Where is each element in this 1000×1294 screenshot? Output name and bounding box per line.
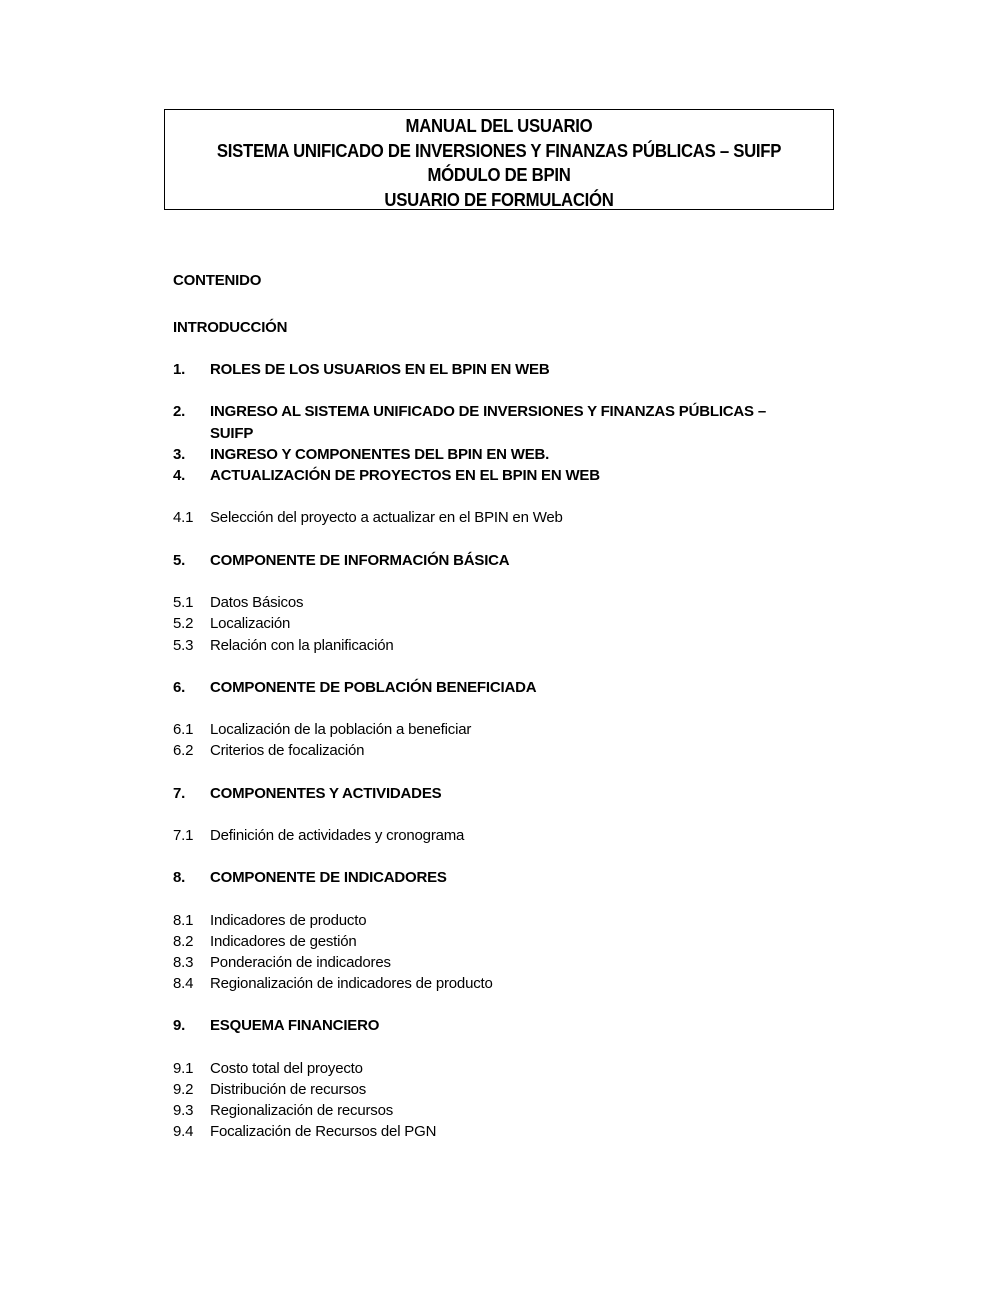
toc-title: INGRESO AL SISTEMA UNIFICADO DE INVERSIONES Y FINANZAS PÚBLICAS – SUIFP bbox=[210, 403, 766, 442]
toc-title: Costo total del proyecto bbox=[210, 1060, 363, 1077]
toc-title: Definición de actividades y cronograma bbox=[210, 827, 465, 844]
toc-number: 4. bbox=[173, 467, 186, 484]
toc-title: Focalización de Recursos del PGN bbox=[210, 1123, 437, 1140]
toc-title: Distribución de recursos bbox=[210, 1081, 367, 1098]
toc-number: 9. bbox=[173, 1017, 186, 1034]
title-system: SISTEMA UNIFICADO DE INVERSIONES Y FINANZAS PÚBLICAS – SUIFP bbox=[216, 140, 782, 161]
toc-number: 5. bbox=[173, 552, 186, 569]
document-title-box bbox=[164, 109, 834, 210]
toc-number: 6. bbox=[173, 679, 186, 696]
toc-number: 2. bbox=[173, 403, 186, 420]
toc-title: Indicadores de gestión bbox=[210, 933, 357, 950]
toc-title: Ponderación de indicadores bbox=[210, 954, 391, 971]
toc-title: Indicadores de producto bbox=[210, 912, 367, 929]
toc-title: Criterios de focalización bbox=[210, 742, 365, 759]
toc-number: 9.1 bbox=[173, 1060, 194, 1077]
toc-number: 8. bbox=[173, 869, 186, 886]
toc-number: 9.3 bbox=[173, 1102, 194, 1119]
toc-number: 7.1 bbox=[173, 827, 194, 844]
toc-title: Relación con la planificación bbox=[210, 637, 394, 654]
toc-title: COMPONENTE DE INFORMACIÓN BÁSICA bbox=[210, 552, 510, 569]
toc-number: 6.2 bbox=[173, 742, 194, 759]
title-manual: MANUAL DEL USUARIO bbox=[405, 116, 593, 136]
title-module: MÓDULO DE BPIN bbox=[427, 165, 571, 185]
toc-title: Localización bbox=[210, 615, 291, 632]
toc-title: ESQUEMA FINANCIERO bbox=[210, 1017, 380, 1034]
toc-title: Datos Básicos bbox=[210, 594, 304, 611]
title-user: USUARIO DE FORMULACIÓN bbox=[384, 189, 614, 210]
toc-number: 8.2 bbox=[173, 933, 194, 950]
toc-title: Localización de la población a beneficiar bbox=[210, 721, 472, 738]
toc-title: Regionalización de recursos bbox=[210, 1102, 394, 1119]
toc-number: 1. bbox=[173, 361, 186, 378]
toc-title: ROLES DE LOS USUARIOS EN EL BPIN EN WEB bbox=[210, 361, 550, 378]
toc-title: COMPONENTE DE INDICADORES bbox=[210, 869, 447, 886]
toc-number: 5.3 bbox=[173, 637, 194, 654]
toc-title: COMPONENTES Y ACTIVIDADES bbox=[210, 785, 442, 802]
contenido-heading: CONTENIDO bbox=[173, 272, 262, 289]
toc-number: 8.4 bbox=[173, 975, 194, 992]
toc-number: 7. bbox=[173, 785, 186, 802]
toc-title: COMPONENTE DE POBLACIÓN BENEFICIADA bbox=[210, 679, 537, 696]
toc-title: INGRESO Y COMPONENTES DEL BPIN EN WEB. bbox=[210, 446, 550, 463]
toc-number: 5.1 bbox=[173, 594, 194, 611]
toc-number: 9.2 bbox=[173, 1081, 194, 1098]
toc-title: Regionalización de indicadores de producto bbox=[210, 975, 493, 992]
introduccion-heading: INTRODUCCIÓN bbox=[173, 319, 288, 336]
toc-number: 4.1 bbox=[173, 509, 194, 526]
toc-number: 3. bbox=[173, 446, 186, 463]
toc-number: 6.1 bbox=[173, 721, 194, 738]
toc-number: 5.2 bbox=[173, 615, 194, 632]
toc-number: 9.4 bbox=[173, 1123, 194, 1140]
toc-number: 8.1 bbox=[173, 912, 194, 929]
toc-number: 8.3 bbox=[173, 954, 194, 971]
toc-title: ACTUALIZACIÓN DE PROYECTOS EN EL BPIN EN WEB bbox=[210, 467, 600, 484]
toc-title: Selección del proyecto a actualizar en el BPIN en Web bbox=[210, 509, 563, 526]
